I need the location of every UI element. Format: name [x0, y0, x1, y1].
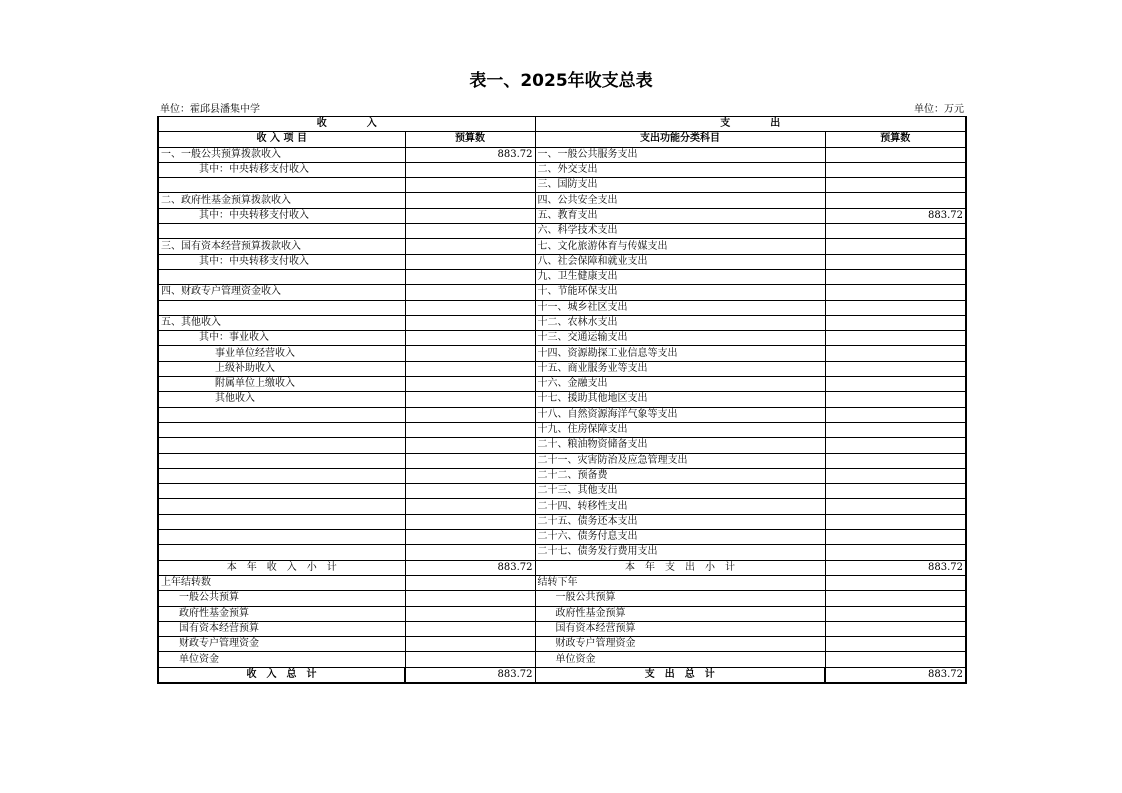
income-item-cell: 事业单位经营收入: [158, 346, 405, 361]
expense-carry-item: 单位资金: [535, 652, 825, 667]
income-value-cell: [405, 484, 535, 499]
expense-value-cell: [825, 377, 966, 392]
income-value-cell: [405, 208, 535, 223]
expense-item-cell: 二、外交支出: [535, 162, 825, 177]
income-item-cell: [158, 178, 405, 193]
expense-item-cell: 九、卫生健康支出: [535, 269, 825, 284]
table-row: [158, 254, 966, 269]
income-item-cell: [158, 224, 405, 239]
income-value-cell: [405, 162, 535, 177]
expense-total-value: 883.72: [825, 667, 966, 683]
income-carry-item: 单位资金: [158, 652, 405, 667]
expense-carry-item-value: [825, 591, 966, 606]
income-carry-item: 国有资本经营预算: [158, 621, 405, 636]
table-row: [158, 453, 966, 468]
expense-value-cell: 883.72: [825, 208, 966, 223]
table-row: [158, 530, 966, 545]
page-title: 表一、2025年收支总表: [469, 71, 653, 91]
expense-value-cell: [825, 331, 966, 346]
expense-value-cell: [825, 530, 966, 545]
carry-item-row: [158, 606, 966, 621]
expense-item-cell: 六、科学技术支出: [535, 224, 825, 239]
expense-value-cell: [825, 224, 966, 239]
table-row: [158, 269, 966, 284]
expense-item-cell: 一、一般公共服务支出: [535, 147, 825, 162]
expense-carry-item: 政府性基金预算: [535, 606, 825, 621]
expense-item-header: 支出功能分类科目: [535, 132, 825, 147]
expense-carry-item: 国有资本经营预算: [535, 621, 825, 636]
income-item-cell: 四、财政专户管理资金收入: [158, 285, 405, 300]
income-value-cell: [405, 453, 535, 468]
expense-carry-item-value: [825, 652, 966, 667]
income-item-cell: 其中：中央转移支付收入: [158, 162, 405, 177]
income-value-cell: [405, 285, 535, 300]
expense-value-cell: [825, 392, 966, 407]
table-row: [158, 438, 966, 453]
income-item-cell: 上级补助收入: [158, 361, 405, 376]
subtotal-row: [158, 560, 966, 575]
income-item-cell: [158, 499, 405, 514]
income-value-cell: [405, 499, 535, 514]
income-carry-item-value: [405, 652, 535, 667]
expense-item-cell: 四、公共安全支出: [535, 193, 825, 208]
income-budget-header: 预算数: [405, 132, 535, 147]
income-carry-item-value: [405, 621, 535, 636]
expense-value-cell: [825, 239, 966, 254]
income-value-cell: [405, 361, 535, 376]
table-row: [158, 315, 966, 330]
table-row: [158, 239, 966, 254]
expense-item-cell: 十八、自然资源海洋气象等支出: [535, 407, 825, 422]
table-row: [158, 407, 966, 422]
expense-section-header: 支 出: [535, 117, 966, 132]
income-value-cell: [405, 315, 535, 330]
income-value-cell: [405, 239, 535, 254]
expense-subtotal-label: 本 年 支 出 小 计: [535, 560, 825, 575]
table-row: [158, 285, 966, 300]
expense-value-cell: [825, 468, 966, 483]
table-row: [158, 193, 966, 208]
carry-item-row: [158, 652, 966, 667]
expense-item-cell: 二十三、其他支出: [535, 484, 825, 499]
income-value-cell: [405, 468, 535, 483]
income-value-cell: [405, 438, 535, 453]
income-item-cell: 其他收入: [158, 392, 405, 407]
income-value-cell: [405, 530, 535, 545]
expense-item-cell: 十一、城乡社区支出: [535, 300, 825, 315]
income-carry-item: 财政专户管理资金: [158, 637, 405, 652]
expense-item-cell: 二十一、灾害防治及应急管理支出: [535, 453, 825, 468]
income-item-cell: [158, 269, 405, 284]
income-item-cell: 附属单位上缴收入: [158, 377, 405, 392]
income-value-cell: [405, 300, 535, 315]
income-subtotal-value: 883.72: [405, 560, 535, 575]
table-row: [158, 224, 966, 239]
expense-item-cell: 七、文化旅游体育与传媒支出: [535, 239, 825, 254]
expense-item-cell: 五、教育支出: [535, 208, 825, 223]
income-value-cell: [405, 254, 535, 269]
expense-item-cell: 十二、农林水支出: [535, 315, 825, 330]
expense-item-cell: 十、节能环保支出: [535, 285, 825, 300]
table-row: [158, 346, 966, 361]
table-row: [158, 499, 966, 514]
column-header-row: [158, 132, 966, 147]
expense-value-cell: [825, 193, 966, 208]
expense-item-cell: 三、国防支出: [535, 178, 825, 193]
expense-subtotal-value: 883.72: [825, 560, 966, 575]
income-value-cell: [405, 377, 535, 392]
expense-value-cell: [825, 361, 966, 376]
carry-heading-row: [158, 575, 966, 590]
expense-item-cell: 二十、粮油物资储备支出: [535, 438, 825, 453]
income-item-cell: [158, 484, 405, 499]
table-row: [158, 468, 966, 483]
expense-value-cell: [825, 484, 966, 499]
expense-item-cell: 二十二、预备费: [535, 468, 825, 483]
table-row: [158, 300, 966, 315]
income-carry-item-value: [405, 606, 535, 621]
expense-item-cell: 十七、援助其他地区支出: [535, 392, 825, 407]
expense-value-cell: [825, 269, 966, 284]
expense-value-cell: [825, 453, 966, 468]
income-value-cell: [405, 224, 535, 239]
carry-item-row: [158, 637, 966, 652]
income-item-cell: 三、国有资本经营预算拨款收入: [158, 239, 405, 254]
expense-value-cell: [825, 254, 966, 269]
expense-carry-item-value: [825, 621, 966, 636]
expense-item-cell: 十四、资源勘探工业信息等支出: [535, 346, 825, 361]
income-value-cell: [405, 392, 535, 407]
income-item-cell: 其中：中央转移支付收入: [158, 208, 405, 223]
expense-item-cell: 十九、住房保障支出: [535, 422, 825, 437]
expense-carry-label: 结转下年: [535, 575, 825, 590]
income-total-label: 收 入 总 计: [158, 667, 405, 683]
income-item-cell: [158, 300, 405, 315]
expense-carry-item-value: [825, 637, 966, 652]
expense-value-cell: [825, 407, 966, 422]
income-carry-label: 上年结转数: [158, 575, 405, 590]
total-row: [158, 667, 966, 683]
income-carry-value: [405, 575, 535, 590]
expense-value-cell: [825, 285, 966, 300]
table-row: [158, 422, 966, 437]
expense-value-cell: [825, 300, 966, 315]
income-value-cell: [405, 545, 535, 560]
expense-item-cell: 十三、交通运输支出: [535, 331, 825, 346]
income-carry-item: 政府性基金预算: [158, 606, 405, 621]
income-value-cell: [405, 407, 535, 422]
income-subtotal-label: 本 年 收 入 小 计: [158, 560, 405, 575]
income-value-cell: [405, 346, 535, 361]
expense-item-cell: 二十四、转移性支出: [535, 499, 825, 514]
expense-value-cell: [825, 162, 966, 177]
expense-total-label: 支 出 总 计: [535, 667, 825, 683]
expense-carry-value: [825, 575, 966, 590]
income-item-cell: [158, 407, 405, 422]
income-value-cell: [405, 514, 535, 529]
table-row: [158, 545, 966, 560]
expense-value-cell: [825, 438, 966, 453]
carry-item-row: [158, 591, 966, 606]
expense-carry-item: 财政专户管理资金: [535, 637, 825, 652]
table-row: [158, 178, 966, 193]
income-section-header: 收 入: [158, 117, 535, 132]
expense-value-cell: [825, 315, 966, 330]
expense-item-cell: 十六、金融支出: [535, 377, 825, 392]
income-value-cell: [405, 193, 535, 208]
table-row: [158, 484, 966, 499]
budget-summary-table: [157, 116, 967, 684]
income-item-cell: 二、政府性基金预算拨款收入: [158, 193, 405, 208]
income-item-cell: 其中：中央转移支付收入: [158, 254, 405, 269]
income-item-cell: 一、一般公共预算拨款收入: [158, 147, 405, 162]
income-item-cell: [158, 514, 405, 529]
income-item-cell: [158, 453, 405, 468]
expense-item-cell: 十五、商业服务业等支出: [535, 361, 825, 376]
table-row: [158, 361, 966, 376]
table-row: [158, 331, 966, 346]
income-item-cell: [158, 438, 405, 453]
table-row: [158, 147, 966, 162]
table-row: [158, 208, 966, 223]
expense-item-cell: 二十七、债务发行费用支出: [535, 545, 825, 560]
unit-currency-label: 单位：万元: [914, 104, 964, 115]
income-item-cell: [158, 530, 405, 545]
table-row: [158, 162, 966, 177]
expense-value-cell: [825, 499, 966, 514]
section-header-row: [158, 117, 966, 132]
income-value-cell: [405, 422, 535, 437]
expense-value-cell: [825, 178, 966, 193]
table-row: [158, 514, 966, 529]
income-carry-item-value: [405, 637, 535, 652]
income-item-cell: 其中：事业收入: [158, 331, 405, 346]
expense-item-cell: 八、社会保障和就业支出: [535, 254, 825, 269]
income-value-cell: [405, 269, 535, 284]
expense-value-cell: [825, 422, 966, 437]
expense-carry-item: 一般公共预算: [535, 591, 825, 606]
expense-value-cell: [825, 346, 966, 361]
table-row: [158, 392, 966, 407]
income-item-header: 收 入 项 目: [158, 132, 405, 147]
income-item-cell: [158, 422, 405, 437]
income-carry-item: 一般公共预算: [158, 591, 405, 606]
income-item-cell: [158, 468, 405, 483]
income-value-cell: 883.72: [405, 147, 535, 162]
expense-value-cell: [825, 147, 966, 162]
income-item-cell: 五、其他收入: [158, 315, 405, 330]
income-value-cell: [405, 331, 535, 346]
expense-item-cell: 二十五、债务还本支出: [535, 514, 825, 529]
unit-org-label: 单位：霍邱县潘集中学: [160, 104, 260, 115]
income-item-cell: [158, 545, 405, 560]
expense-budget-header: 预算数: [825, 132, 966, 147]
income-total-value: 883.72: [405, 667, 535, 683]
table-row: [158, 377, 966, 392]
carry-item-row: [158, 621, 966, 636]
expense-carry-item-value: [825, 606, 966, 621]
income-carry-item-value: [405, 591, 535, 606]
income-value-cell: [405, 178, 535, 193]
expense-value-cell: [825, 545, 966, 560]
expense-value-cell: [825, 514, 966, 529]
expense-item-cell: 二十六、债务付息支出: [535, 530, 825, 545]
